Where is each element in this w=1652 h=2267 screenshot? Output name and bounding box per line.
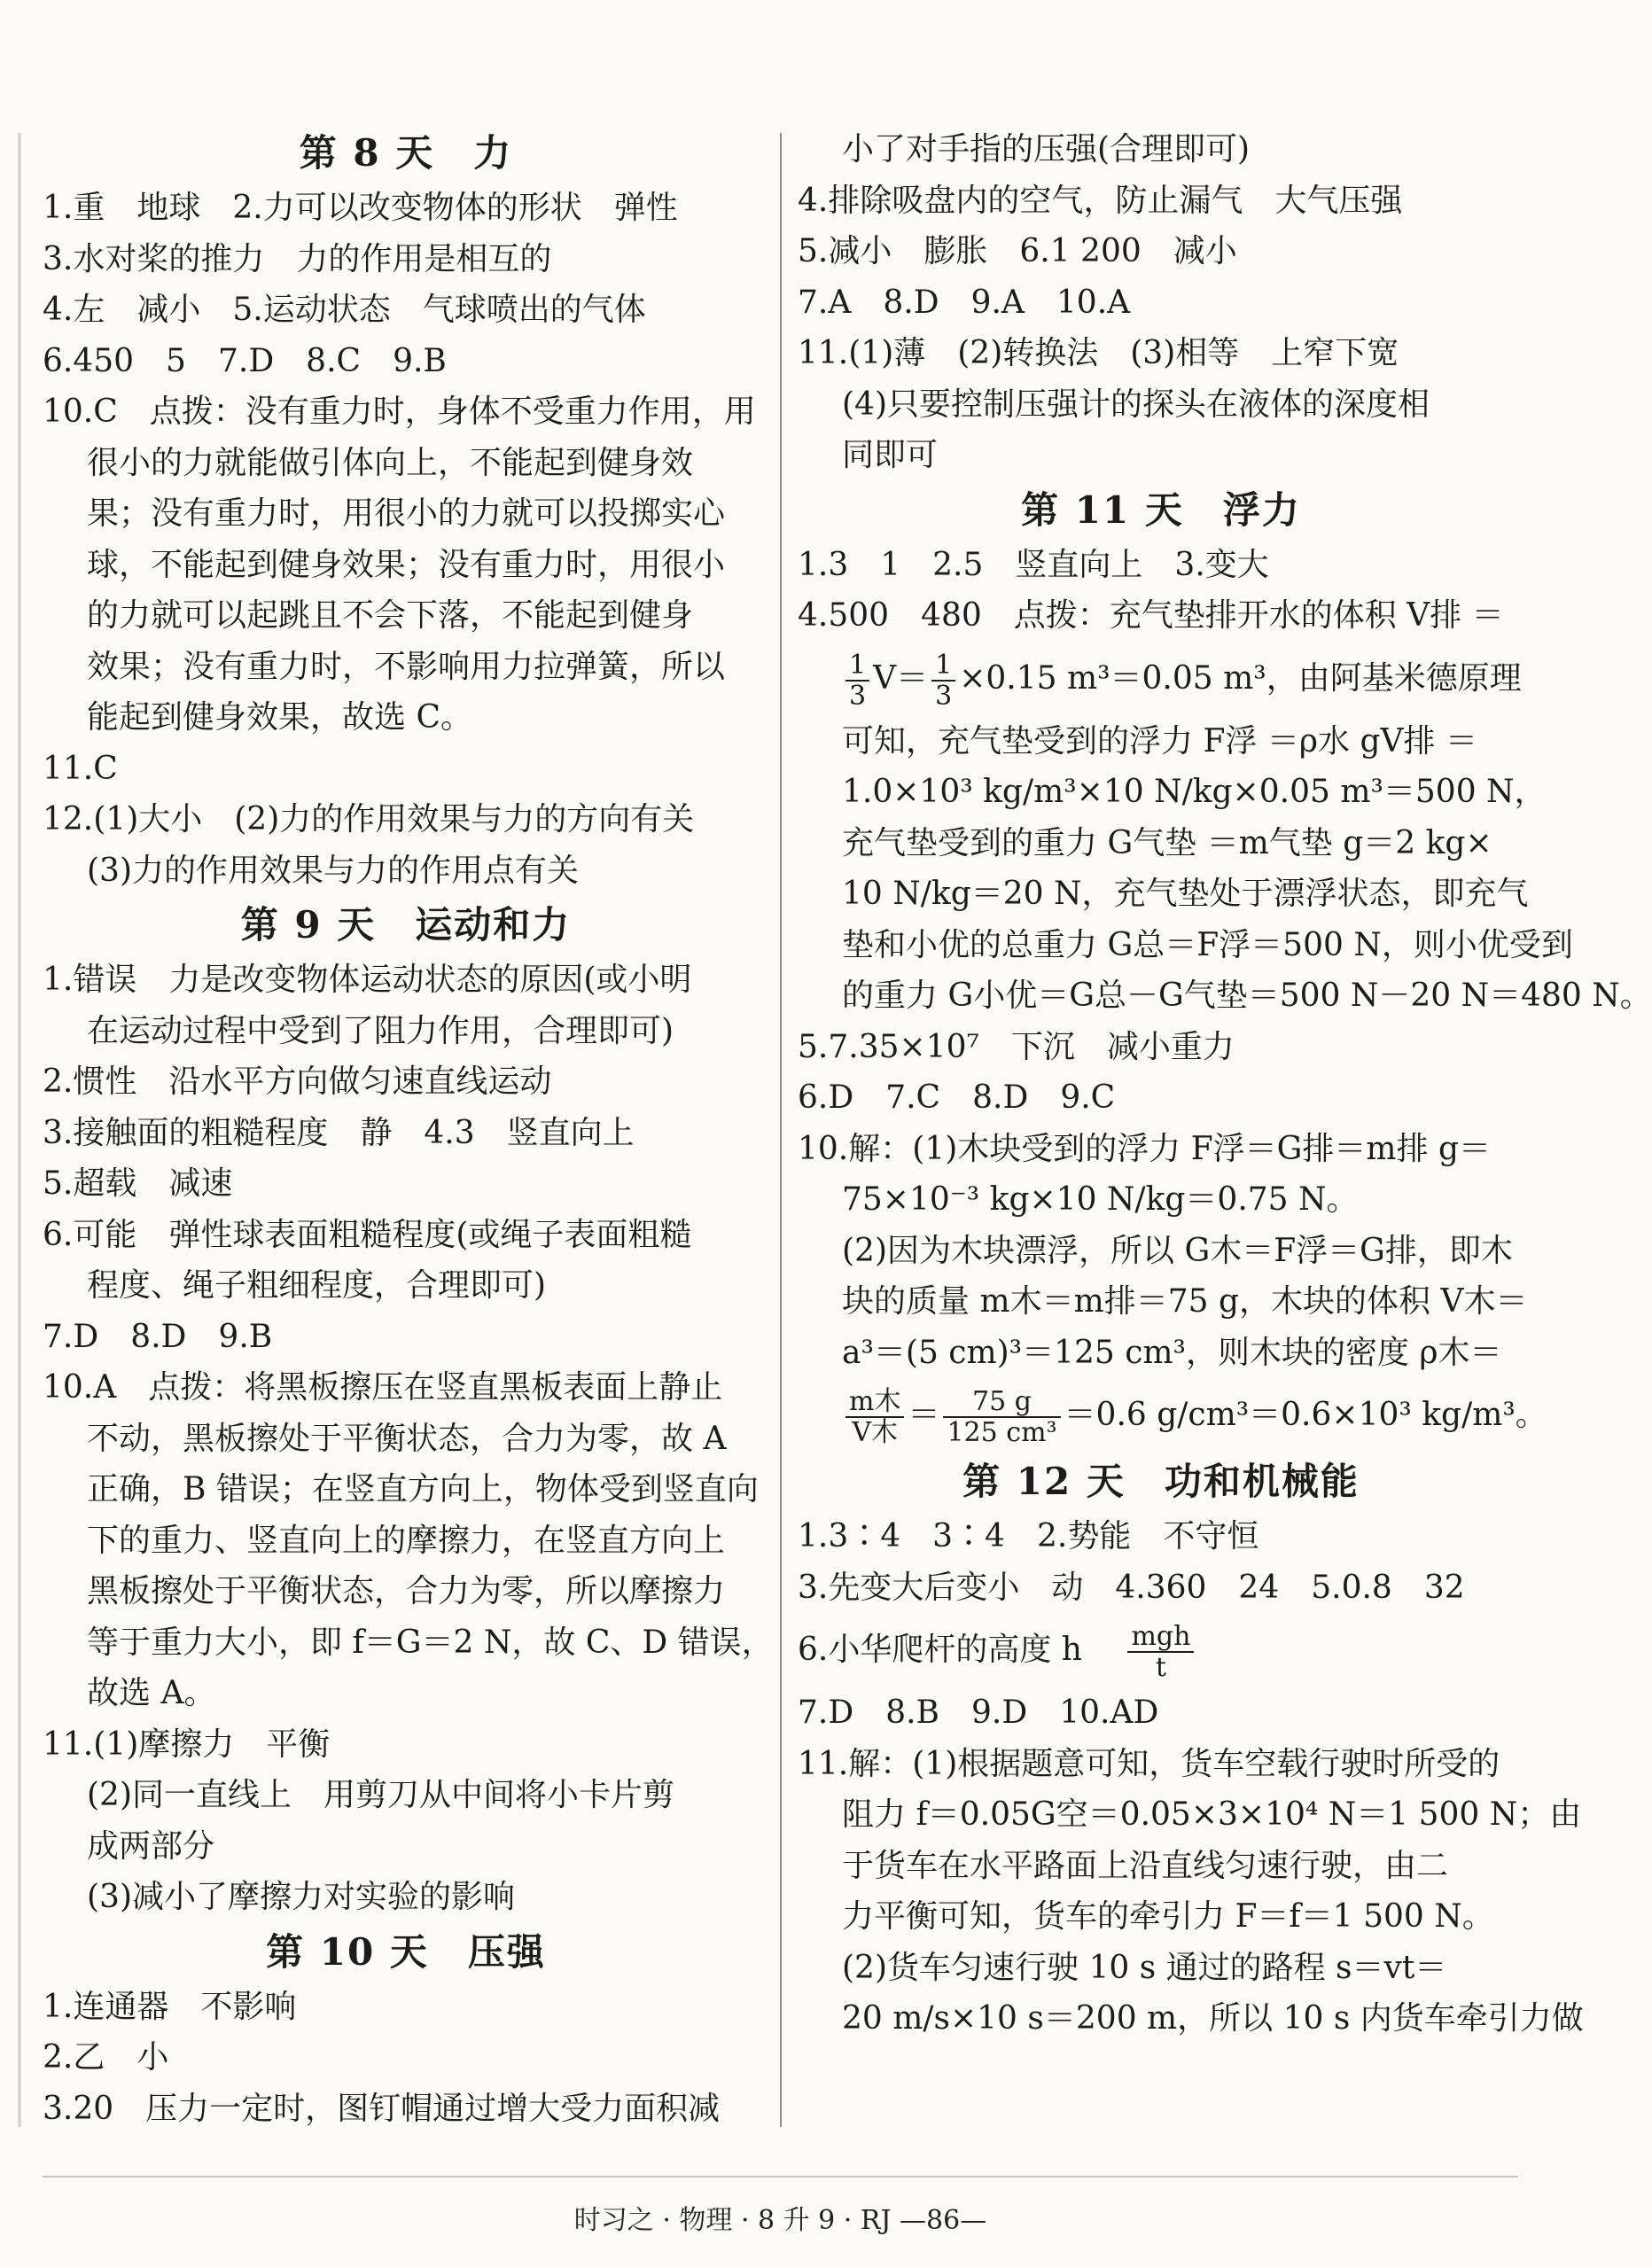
answer-line: 1.连通器 不影响: [43, 1988, 297, 2025]
answer-line: (2)因为木块漂浮，所以 G木＝F浮＝G排，即木: [842, 1232, 1513, 1269]
answer-line: 正确，B 错误；在竖直方向上，物体受到竖直向: [87, 1471, 759, 1507]
answer-line: 10.解：(1)木块受到的浮力 F浮＝G排＝m排 g＝: [798, 1130, 1492, 1167]
answer-line: 1.0×10³ kg/m³×10 N/kg×0.05 m³＝500 N，: [842, 774, 1547, 810]
answer-line: 垫和小优的总重力 G总＝F浮＝500 N，则小优受到: [842, 926, 1573, 963]
formula-line: [798, 1613, 1524, 1687]
answer-line: 11.解：(1)根据题意可知，货车空载行驶时所受的: [798, 1745, 1500, 1782]
answer-line: 1.错误 力是改变物体运动状态的原因(或小明: [43, 962, 692, 998]
answer-line: 在运动过程中受到了阻力作用，合理即可): [87, 1012, 674, 1049]
answer-line: (2)货车匀速行驶 10 s 通过的路程 s＝vt＝: [842, 1949, 1447, 1986]
answer-line: 4.排除吸盘内的空气，防止漏气 大气压强: [798, 182, 1403, 219]
answer-line: 程度、绳子粗细程度，合理即可): [87, 1267, 547, 1304]
fraction-numerator: 75 g: [943, 1387, 1060, 1418]
fraction-numerator: 1: [845, 650, 869, 682]
answer-line: 于货车在水平路面上沿直线匀速行驶，由二: [842, 1847, 1449, 1884]
formula-text: ×0.15 m³＝0.05 m³，由阿基米德原理: [959, 659, 1522, 697]
answer-line: a³＝(5 cm)³＝125 cm³，则木块的密度 ρ木＝: [842, 1334, 1502, 1371]
answer-line: 5.超载 减速: [43, 1165, 233, 1202]
answer-line: 同即可: [842, 437, 939, 473]
answer-line: 的重力 G小优＝G总－G气垫＝500 N－20 N＝480 N。: [842, 978, 1652, 1014]
answer-line: 3.接触面的粗糙程度 静 4.3 竖直向上: [43, 1114, 635, 1151]
answer-line: 12.(1)大小 (2)力的作用效果与力的方向有关: [43, 801, 695, 837]
answer-line: 4.左 减小 5.运动状态 气球喷出的气体: [43, 292, 646, 328]
answer-line: 充气垫受到的重力 G气垫 ＝m气垫 g＝2 kg×: [842, 824, 1492, 861]
answer-line: 下的重力、竖直向上的摩擦力，在竖直方向上: [87, 1522, 726, 1559]
footer-rule: [43, 2176, 1518, 2177]
answer-line: 10.C 点拨：没有重力时，身体不受重力作用，用: [43, 393, 756, 430]
fraction: [931, 650, 955, 711]
answer-line: 7.D 8.D 9.B: [43, 1318, 273, 1355]
answer-line: 成两部分: [87, 1827, 215, 1865]
section-title-day-8: 第 8 天 力: [299, 131, 513, 175]
answer-line: 2.乙 小: [43, 2039, 169, 2076]
formula-line: [798, 1378, 1547, 1453]
fraction: [943, 1387, 1060, 1447]
fraction-denominator: 3: [935, 680, 953, 712]
answer-line: 11.C: [43, 750, 118, 787]
answer-line: 小了对手指的压强(合理即可): [842, 131, 1251, 167]
fraction: [1127, 1622, 1194, 1682]
answer-line: 1.重 地球 2.力可以改变物体的形状 弹性: [43, 190, 678, 226]
right-column: [798, 124, 1652, 2045]
formula-text: 6.小华爬杆的高度 h: [798, 1632, 1082, 1668]
answer-line: 故选 A。: [87, 1675, 216, 1711]
formula-text: V＝: [873, 659, 929, 697]
answer-line: 可知，充气垫受到的浮力 F浮 ＝ρ水 gV排 ＝: [842, 722, 1477, 760]
answer-line: 等于重力大小，即 f＝G＝2 N，故 C、D 错误，: [87, 1624, 774, 1661]
page-edge-shadow: [18, 133, 21, 2127]
section-title-day-11: 第 11 天 浮力: [1021, 487, 1301, 532]
answer-line: 5.减小 膨胀 6.1 200 减小: [798, 233, 1237, 269]
fraction-denominator: 3: [849, 680, 867, 712]
answer-line: 果；没有重力时，用很小的力就可以投掷实心: [87, 495, 726, 532]
answer-line: (2)同一直线上 用剪刀从中间将小卡片剪: [87, 1777, 674, 1813]
fraction: [845, 650, 869, 711]
answer-line: 很小的力就能做引体向上，不能起到健身效: [87, 444, 694, 481]
answer-line: 10.A 点拨：将黑板擦压在竖直黑板表面上静止: [43, 1369, 723, 1406]
answer-line: 7.D 8.B 9.D 10.AD: [798, 1694, 1159, 1731]
answer-line: 2.惯性 沿水平方向做匀速直线运动: [43, 1063, 552, 1100]
answer-line: 3.先变大后变小 动 4.360 24 5.0.8 32: [798, 1569, 1465, 1606]
page-footer: 时习之 · 物理 · 8 升 9 · RJ —86—: [573, 2205, 987, 2236]
answer-line: 阻力 f＝0.05G空＝0.05×3×10⁴ N＝1 500 N；由: [842, 1796, 1582, 1833]
answer-line: 球，不能起到健身效果；没有重力时，用很小: [87, 546, 726, 583]
answer-line: 块的质量 m木＝m排＝75 g，木块的体积 V木＝: [842, 1283, 1528, 1320]
answer-line: 1.3∶4 3∶4 2.势能 不守恒: [798, 1518, 1259, 1554]
section-title-day-9: 第 9 天 运动和力: [240, 903, 572, 947]
answer-line: 的力就可以起跳且不会下落，不能起到健身: [87, 597, 694, 634]
formula-text: ＝0.6 g/cm³＝0.6×10³ kg/m³。: [1064, 1397, 1547, 1433]
section-title-day-12: 第 12 天 功和机械能: [962, 1460, 1360, 1503]
formula-line: [798, 642, 1524, 716]
fraction-denominator: t: [1155, 1652, 1166, 1683]
answer-line: 11.(1)摩擦力 平衡: [43, 1726, 331, 1763]
answer-line: 效果；没有重力时，不影响用力拉弹簧，所以: [87, 648, 726, 685]
answer-line: 20 m/s×10 s＝200 m，所以 10 s 内货车牵引力做: [842, 2000, 1584, 2037]
answer-line: 6.可能 弹性球表面粗糙程度(或绳子表面粗糙: [43, 1216, 692, 1253]
answer-line: 5.7.35×10⁷ 下沉 减小重力: [798, 1028, 1235, 1065]
formula-text: ＝: [908, 1397, 940, 1433]
answer-line: 75×10⁻³ kg×10 N/kg＝0.75 N。: [842, 1181, 1359, 1218]
answer-line: 7.A 8.D 9.A 10.A: [798, 284, 1131, 321]
answer-line: 3.水对桨的推力 力的作用是相互的: [43, 240, 552, 277]
left-column: [43, 124, 774, 2134]
answer-line: (3)减小了摩擦力对实验的影响: [87, 1879, 515, 1915]
answer-line: 1.3 1 2.5 竖直向上 3.变大: [798, 546, 1269, 583]
answer-line: 不动，黑板擦处于平衡状态，合力为零，故 A: [87, 1420, 727, 1457]
fraction: [845, 1387, 904, 1447]
answer-line: 10 N/kg＝20 N，充气垫处于漂浮状态，即充气: [842, 876, 1529, 912]
column-divider: [780, 133, 782, 2127]
answer-line: 6.D 7.C 8.D 9.C: [798, 1079, 1116, 1116]
answer-line: 3.20 压力一定时，图钉帽通过增大受力面积减: [43, 2090, 721, 2127]
fraction-denominator: V木: [852, 1417, 899, 1448]
fraction-numerator: m木: [845, 1387, 904, 1418]
answer-line: 能起到健身效果，故选 C。: [87, 699, 472, 736]
section-title-day-10: 第 10 天 压强: [266, 1929, 546, 1974]
fraction-denominator: 125 cm³: [947, 1417, 1057, 1448]
answer-line: 力平衡可知，货车的牵引力 F＝f＝1 500 N。: [842, 1898, 1494, 1935]
fraction-numerator: 1: [931, 650, 955, 682]
answer-line: 11.(1)薄 (2)转换法 (3)相等 上窄下宽: [798, 335, 1399, 371]
fraction-numerator: mgh: [1127, 1622, 1194, 1653]
answer-line: (4)只要控制压强计的探头在液体的深度相: [842, 386, 1430, 423]
answer-line: 6.450 5 7.D 8.C 9.B: [43, 342, 447, 379]
answer-line: 4.500 480 点拨：充气垫排开水的体积 V排 ＝: [798, 597, 1504, 634]
answer-line: (3)力的作用效果与力的作用点有关: [87, 852, 579, 889]
answer-line: 黑板擦处于平衡状态，合力为零，所以摩擦力: [87, 1573, 726, 1609]
